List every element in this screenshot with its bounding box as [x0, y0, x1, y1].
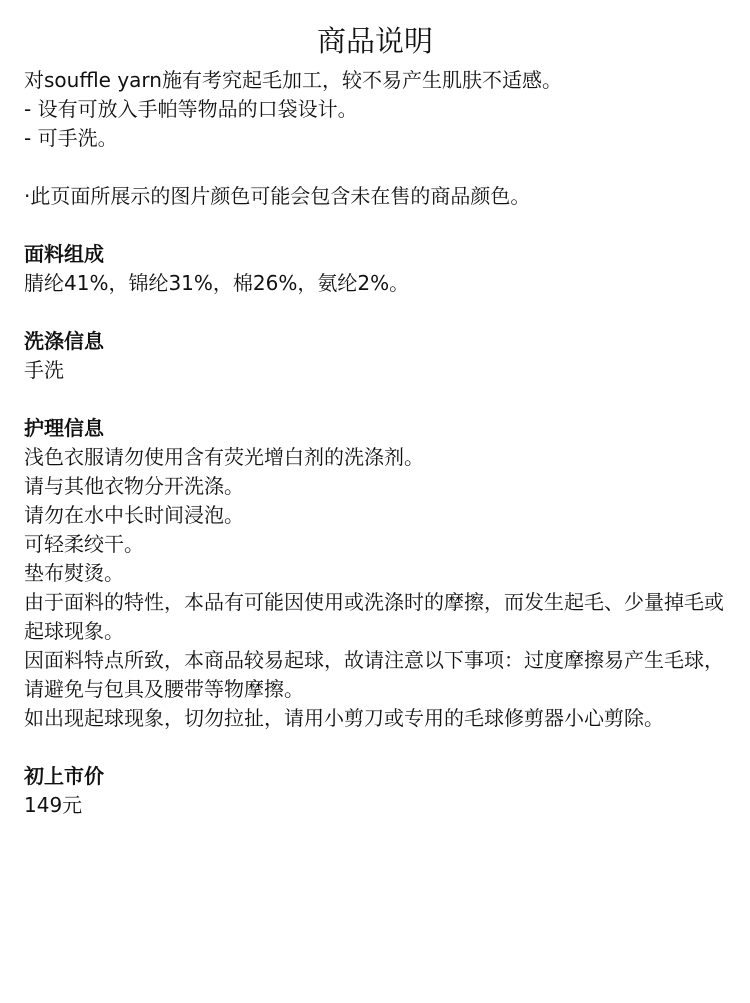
- spacer: [24, 298, 726, 324]
- care-section: [24, 414, 726, 733]
- intro-line: - 设有可放入手帕等物品的口袋设计。: [24, 97, 358, 121]
- color-note: ·此页面所展示的图片颜色可能会包含未在售的商品颜色。: [24, 184, 531, 208]
- spacer: [24, 211, 726, 237]
- care-line: 浅色衣服请勿使用含有荧光增白剂的洗涤剂。: [24, 445, 424, 469]
- price-section: [24, 762, 726, 820]
- material-text: 腈纶41%，锦纶31%，棉26%，氨纶2%。: [24, 271, 410, 295]
- care-line: 因面料特点所致，本商品较易起球，故请注意以下事项：过度摩擦易产生毛球，请避免与包具及腰带等物摩擦。: [24, 648, 724, 701]
- material-section: [24, 240, 726, 298]
- intro-section: [24, 66, 726, 153]
- material-heading: 面料组成: [24, 242, 104, 266]
- care-line: 由于面料的特性，本品有可能因使用或洗涤时的摩擦，而发生起毛、少量掉毛或起球现象。: [24, 590, 724, 643]
- intro-line: 对souffle yarn施有考究起毛加工，较不易产生肌肤不适感。: [24, 68, 562, 92]
- intro-line: - 可手洗。: [24, 126, 118, 150]
- care-line: 如出现起球现象，切勿拉扯，请用小剪刀或专用的毛球修剪器小心剪除。: [24, 706, 664, 730]
- spacer: [24, 385, 726, 411]
- care-heading: 护理信息: [24, 416, 104, 440]
- care-line: 垫布熨烫。: [24, 561, 124, 585]
- care-line: 可轻柔绞干。: [24, 532, 144, 556]
- page-title: 商品说明: [316, 24, 433, 58]
- spacer: [24, 733, 726, 759]
- spacer: [24, 153, 726, 182]
- washing-text: 手洗: [24, 358, 64, 382]
- washing-section: [24, 327, 726, 385]
- price-text: 149元: [24, 793, 83, 817]
- care-line: 请勿在水中长时间浸泡。: [24, 503, 244, 527]
- washing-heading: 洗涤信息: [24, 329, 104, 353]
- care-line: 请与其他衣物分开洗涤。: [24, 474, 244, 498]
- price-heading: 初上市价: [24, 764, 104, 788]
